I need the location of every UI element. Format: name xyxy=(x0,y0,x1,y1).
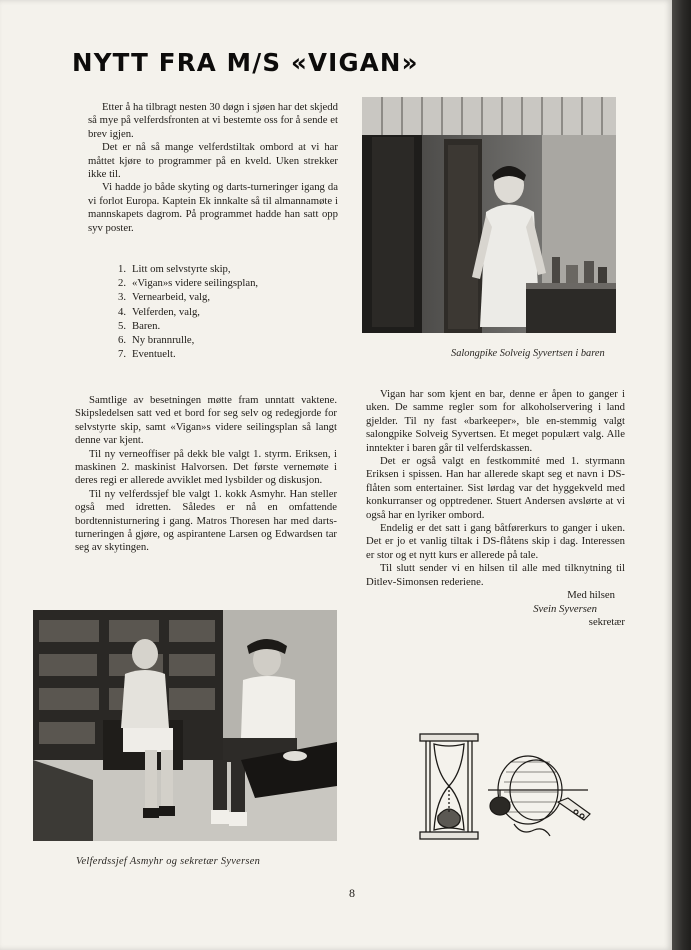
signature-role: sekretær xyxy=(588,615,625,628)
hourglass-reel-illustration xyxy=(418,732,596,844)
agenda-item: 2. «Vigan»s videre seilingsplan, xyxy=(117,277,259,290)
two-men-photo-image xyxy=(33,610,337,841)
right-paragraph-2: Det er også valgt en festkommité med 1. styrmann Eriksen i spissen. Han har allerede skapt seg et navn i DS-flåten som entertainer. Sist lørdag var det hyggekveld med konkurranser og opptredener. Stuert Andersen avslørte at vi også har en lyriker ombord. xyxy=(366,455,625,521)
agenda-item: 5. Baren. xyxy=(117,319,161,332)
photo-barmaid xyxy=(362,97,616,333)
signature-name: Svein Syversen xyxy=(533,602,597,615)
intro-paragraph-1: Etter å ha tilbragt nesten 30 døgn i sjøen har det skjedd så mye på velferdsfronten at vi bestemte oss for å sende et brev igjen. xyxy=(88,101,338,140)
left-paragraph-3: Til ny velferdssjef ble valgt 1. kokk Asmyhr. Han steller også med idretten. Således er nå en omfattende bordtennisturnering i gang. Matros Thoresen har med darts-turneringen å gjøre, og aspirantene Larsen og Edwardsen tar seg av skytingen. xyxy=(75,487,337,554)
agenda-item: 7. Eventuelt. xyxy=(117,348,176,361)
right-paragraph-1: Vigan har som kjent en bar, denne er åpen to ganger i uken. De samme regler som for alkoholservering i land gjelder. Til ny fast «barkeeper», ble en-stemmig valgt salongpike Solveig Syvertsen. Et meget populært valg. Alle inntekter i baren går til velferdskassen. xyxy=(366,388,625,454)
right-paragraph-3: Endelig er det satt i gang båtførerkurs to ganger i uken. Det er jo et vanlig tiltak i DS-flåtens skip i dag. Interessen er stor og et nytt kurs er allerede på tale. xyxy=(366,522,625,561)
reel-icon xyxy=(488,756,590,836)
left-paragraph-1: Samtlige av besetningen møtte fram unntatt vaktene. Skipsledelsen satt ved et bord for seg selv og redegjorde for selvstyrte skip, samt «Vigan»s videre seilingsplan så langt denne var kjent. xyxy=(75,394,337,447)
left-column xyxy=(75,394,337,555)
caption-two-men: Velferdssjef Asmyhr og sekretær Syversen xyxy=(76,856,261,867)
page-number: 8 xyxy=(349,886,355,900)
agenda-item: 3. Vernearbeid, valg, xyxy=(117,291,211,304)
agenda-item: 6. Ny brannrulle, xyxy=(117,334,195,347)
caption-barmaid: Salongpike Solveig Syvertsen i baren xyxy=(451,348,605,359)
barmaid-photo-image xyxy=(362,97,616,333)
intro-paragraph-2: Det er nå så mange velferdstiltak ombord at vi har måttet kjøre to programmer på en kveld. Uken strekker ikke til. xyxy=(88,141,338,181)
intro-column xyxy=(88,101,338,235)
right-column xyxy=(366,388,625,629)
signature-greeting: Med hilsen xyxy=(567,589,615,602)
right-paragraph-4: Til slutt sender vi en hilsen til alle med tilknytning til Ditlev-Simonsen rederiene. xyxy=(366,562,625,588)
hourglass-icon xyxy=(420,734,478,839)
photo-two-men xyxy=(33,610,337,841)
agenda-item: 1. Litt om selvstyrte skip, xyxy=(117,263,231,275)
left-paragraph-2: Til ny verneoffiser på dekk ble valgt 1. styrm. Eriksen, i maskinen 2. maskinist Halvorsen. Det første vernemøte i deres regi er allerede avviklet med lysbilder og diskusjon. xyxy=(75,447,337,487)
agenda-item: 4. Velferden, valg, xyxy=(117,305,200,318)
article-title: NYTT FRA M/S «VIGAN» xyxy=(72,48,419,77)
intro-paragraph-3: Vi hadde jo både skyting og darts-turneringer igang da vi forlot Europa. Kaptein Ek innkalte så til almannamøte i mannskapets dagrom. På programmet hadde han satt opp syv poster. xyxy=(88,181,338,234)
page-binding-edge xyxy=(672,0,691,950)
agenda-list xyxy=(110,262,258,361)
